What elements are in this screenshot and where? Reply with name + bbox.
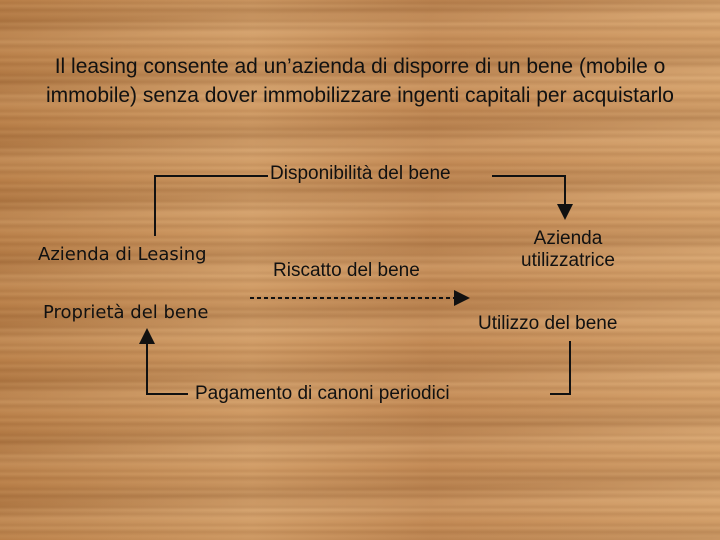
lessor-label: Azienda di Leasing: [38, 244, 207, 265]
availability-label: Disponibilità del bene: [270, 163, 451, 184]
lessee-label-line1: Azienda: [533, 228, 603, 249]
lessee-label: [498, 228, 638, 272]
buyback-label: Riscatto del bene: [273, 260, 420, 281]
usage-label: Utilizzo del bene: [478, 313, 618, 334]
payment-arrow: [147, 336, 188, 394]
availability-arrow: [492, 176, 565, 212]
ownership-label: Proprietà del bene: [43, 302, 209, 323]
payment-connector: [550, 341, 570, 394]
lessee-label-line2: utilizzatrice: [521, 250, 615, 271]
availability-connector: [155, 176, 268, 236]
payment-label: Pagamento di canoni periodici: [195, 383, 450, 404]
slide-title: Il leasing consente ad un’azienda di disporre di un bene (mobile o immobile) senza dover immobilizzare ingenti capitali per acquistarlo: [46, 55, 674, 107]
